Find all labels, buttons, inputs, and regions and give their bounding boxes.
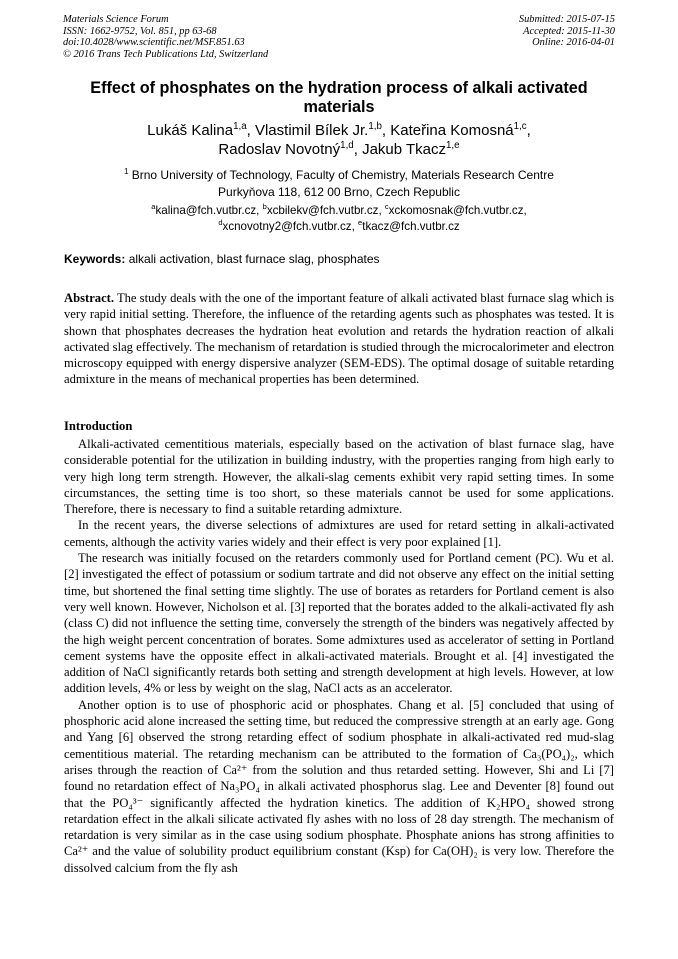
email[interactable]: $^a$kalina@fch.vutbr.cz, [151, 202, 263, 217]
section-heading-introduction: Introduction [64, 419, 133, 433]
email[interactable]: $^e$tkacz@fch.vutbr.cz [358, 218, 460, 233]
submitted-date: Submitted: 2015-07-15 [518, 14, 615, 25]
author-list [60, 121, 618, 159]
introduction-body [64, 436, 614, 876]
paragraph: Alkali-activated cementitious materials, especially based on the activation of blast furnace slag, have considerable potential for the utilization in building industry, with the properties ranging from high early to very high long term strength. However, the alkali-slag cements exhibit very rapid setting times. In some circumstances, the setting time is too short, so these materials cannot be used for some applications. Therefore, there is necessary to find a suitable retarding admixture. [64, 437, 614, 517]
author: Vlastimil Bílek Jr.$^{1,b}$, [254, 121, 391, 139]
author: Jakub Tkacz$^{1,e}$ [362, 140, 460, 158]
email[interactable]: $^d$xcnovotny2@fch.vutbr.cz, [218, 218, 359, 233]
dates-info [519, 14, 615, 49]
online-date: Online: 2016-04-01 [532, 37, 615, 49]
journal-info [63, 14, 268, 60]
abstract [64, 290, 614, 388]
email[interactable]: $^b$xcbilekv@fch.vutbr.cz, [262, 202, 385, 217]
keywords-text: alkali activation, blast furnace slag, phosphates [125, 252, 380, 266]
accepted-date: Accepted: 2015-11-30 [523, 25, 615, 37]
email[interactable]: $^c$xckomosnak@fch.vutbr.cz, [384, 202, 527, 217]
abstract-label: Abstract. [64, 291, 115, 305]
author: Radoslav Novotný$^{1,d}$, [218, 140, 363, 158]
paragraph: The research was initially focused on the retarders commonly used for Portland cement (PC). Wu et al. [2] investigated the effect of potassium or sodium tartrate and did not observe any effect on the initial setting time, but shortened the final setting time slightly. The use of borates as retarders for Portland cement is also very well known. However, Nicholson et al. [3] reported that the borates added to the alkali-activated fly ash (class C) did not influence the setting time, conversely the strength of the binders was negatively affected by the high weight percent concentration of borates. Some admixtures used as accelerator of setting in Portland cement systems have the opposite effect in alkali-activated materials. Brought et al. [4] investigated the addition of NaCl significantly retards both setting and strength development at high levels. However, at low addition levels, 4% or less by weight on the slag, NaCl acts as an accelerator. [64, 551, 614, 696]
journal-name: Materials Science Forum [63, 14, 169, 25]
keywords-label: Keywords: [64, 252, 126, 266]
copyright: © 2016 Trans Tech Publications Ltd, Switzerland [63, 48, 269, 60]
keywords [64, 252, 380, 266]
paragraph: Another option is to use of phosphoric acid or phosphates. Chang et al. [5] concluded that using of phosphoric acid alone increased the setting time, but reduced the compressive strength at an early age. Gong and Yang [6] observed the strong retarding effect of sodium phosphate in alkali-activated red mud-slag cementitious material. The retarding mechanism can be attributed to the formation of Ca₃(PO₄)₂, which arises through the reaction of Ca²⁺ from the solution and thus retarded setting. However, Shi and Li [7] found no retardation effect of Na₃PO₄ in alkali activated phosphorus slag. Lee and Deventer [8] found out that the PO₄³⁻ significantly affected the hydration kinetics. The addition of K₂HPO₄ showed strong retardation effect in the alkali silicate activated fly ashes with no loss of 28 day strength. The mechanism of retardation is very similar as in the case using sodium phosphate. Phosphate anions has strong affinities to Ca²⁺ and the value of solubility product equilibrium constant (Ksp) for Ca(OH)₂ is very low. Therefore the dissolved calcium from the fly ash [64, 697, 614, 875]
author: Lukáš Kalina$^{1,a}$, [147, 121, 255, 139]
paragraph: In the recent years, the diverse selections of admixtures are used for retard setting in alkali-activated cements, although the activity varies widely and their effect is very poor explained [1]. [64, 518, 614, 549]
issn: ISSN: 1662-9752, Vol. 851, pp 63-68 [63, 25, 217, 37]
affiliation: $^1$ Brno University of Technology, Faculty of Chemistry, Materials Research Centre Purkyňova 118, 612 00 Brno, Czech Republic [124, 167, 554, 199]
abstract-text: The study deals with the one of the important feature of alkali activated blast furnace slag which is very rapid initial setting. Therefore, the influence of the retarding agents such as phosphates was tested. It is shown that phosphates decreases the hydration heat evolution and retards the hydration reaction of alkali activated slag effectively. The mechanism of retardation is studied through the microcalorimeter and electron microscopy equipped with energy dispersive analyzer (SEM-EDS). The optimal dosage of suitable retarding admixture in the means of mechanical properties has been determined. [64, 291, 614, 387]
paper-title: Effect of phosphates on the hydration process of alkali activated materials [90, 79, 588, 116]
author-emails [60, 203, 618, 235]
doi: doi:10.4028/www.scientific.net/MSF.851.63 [63, 37, 245, 49]
author: Kateřina Komosná$^{1,c}$, [390, 121, 531, 139]
